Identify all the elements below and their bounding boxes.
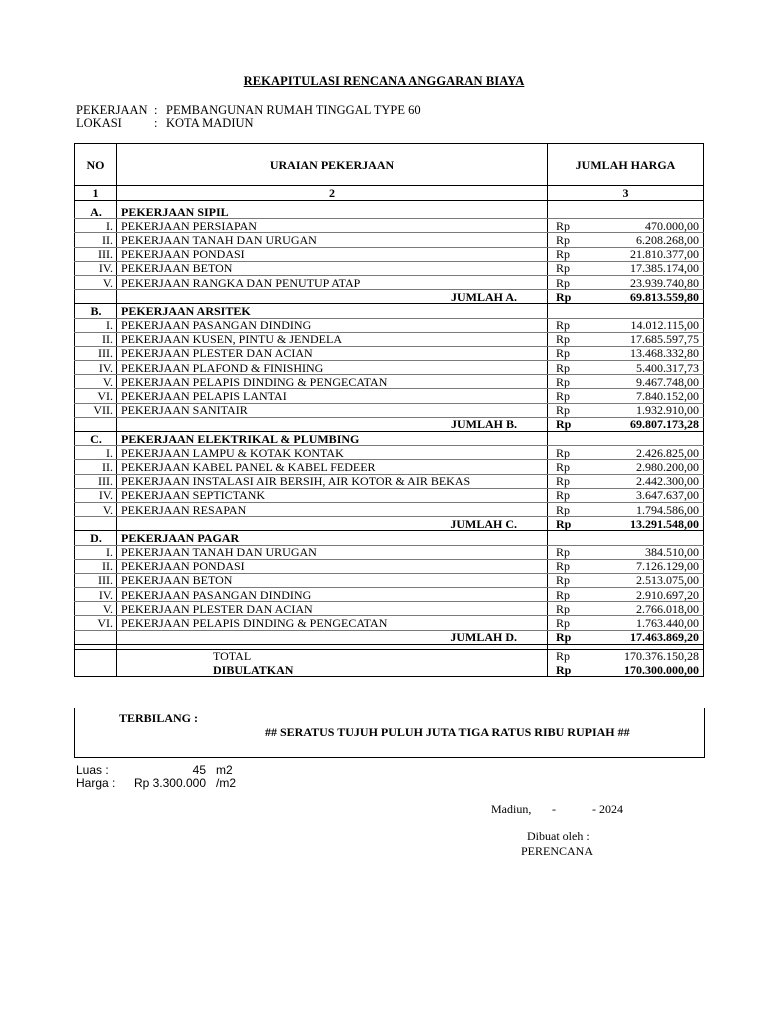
amount-value: 17.385.174,00 <box>630 261 699 276</box>
empty-amount-cell <box>548 304 704 318</box>
subtotal-row <box>75 630 704 644</box>
item-amount <box>548 318 704 332</box>
amount-value: 17.463.869,20 <box>630 630 699 645</box>
item-amount <box>548 460 704 474</box>
item-no: II. <box>75 233 117 247</box>
item-name: PEKERJAAN RANGKA DAN PENUTUP ATAP <box>117 275 548 289</box>
item-amount <box>548 602 704 616</box>
empty-no-cell <box>75 649 117 663</box>
table-row <box>75 361 704 375</box>
amount-value: 2.980.200,00 <box>636 459 699 474</box>
currency-label: Rp <box>556 389 571 404</box>
item-amount <box>548 247 704 261</box>
terbilang-box <box>74 708 705 758</box>
amount-value: 170.376.150,28 <box>624 649 699 663</box>
table-row <box>75 474 704 488</box>
amount-value: 7.840.152,00 <box>636 389 699 404</box>
item-amount <box>548 474 704 488</box>
item-amount <box>548 545 704 559</box>
rounded-total-amount <box>548 663 704 677</box>
item-amount <box>548 275 704 289</box>
terbilang-label: TERBILANG : <box>119 711 199 725</box>
currency-label: Rp <box>556 630 572 645</box>
currency-label: Rp <box>556 318 571 333</box>
section-no: B. <box>75 304 117 318</box>
currency-label: Rp <box>556 346 571 361</box>
currency-label: Rp <box>556 445 571 460</box>
amount-value: 17.685.597,75 <box>630 332 699 347</box>
subtotal-amount <box>548 517 704 531</box>
item-amount <box>548 332 704 346</box>
table-row <box>75 332 704 346</box>
table-row <box>75 559 704 573</box>
item-name: PEKERJAAN LAMPU & KOTAK KONTAK <box>117 446 548 460</box>
currency-label: Rp <box>556 516 572 531</box>
amount-value: 1.932.910,00 <box>636 403 699 418</box>
item-amount <box>548 488 704 502</box>
luas-value: 45 <box>192 763 206 777</box>
table-row <box>75 488 704 502</box>
lokasi-value: KOTA MADIUN <box>166 116 254 130</box>
item-name: PEKERJAAN PASANGAN DINDING <box>117 318 548 332</box>
table-row <box>75 545 704 559</box>
currency-label: Rp <box>556 374 571 389</box>
currency-label: Rp <box>556 275 571 290</box>
subtotal-amount <box>548 417 704 431</box>
section-name: PEKERJAAN PAGAR <box>117 531 548 545</box>
item-no: IV. <box>75 261 117 275</box>
item-amount <box>548 375 704 389</box>
table-row <box>75 573 704 587</box>
section-name: PEKERJAAN ARSITEK <box>117 304 548 318</box>
item-no: I. <box>75 219 117 233</box>
item-no: III. <box>75 346 117 360</box>
item-no: IV. <box>75 588 117 602</box>
column-index-row <box>75 186 704 201</box>
lokasi-label: LOKASI <box>76 116 122 130</box>
amount-value: 23.939.740,80 <box>630 275 699 290</box>
item-no: I. <box>75 545 117 559</box>
currency-label: Rp <box>556 417 572 432</box>
item-name: PEKERJAAN TANAH DAN URUGAN <box>117 545 548 559</box>
date-place: Madiun, <box>491 802 532 816</box>
currency-label: Rp <box>556 587 571 602</box>
subtotal-label: JUMLAH C. <box>117 517 548 531</box>
pekerjaan-value: PEMBANGUNAN RUMAH TINGGAL TYPE 60 <box>166 103 421 117</box>
currency-label: Rp <box>556 573 571 588</box>
item-no: V. <box>75 602 117 616</box>
table-row <box>75 233 704 247</box>
colon: : <box>154 103 158 117</box>
item-name: PEKERJAAN TANAH DAN URUGAN <box>117 233 548 247</box>
amount-value: 13.291.548,00 <box>630 516 699 531</box>
empty-amount-cell <box>548 531 704 545</box>
currency-label: Rp <box>556 601 571 616</box>
document-title: REKAPITULASI RENCANA ANGGARAN BIAYA <box>243 74 525 88</box>
column-index: 3 <box>548 186 704 201</box>
item-amount <box>548 233 704 247</box>
section-name: PEKERJAAN SIPIL <box>117 205 548 219</box>
currency-label: Rp <box>556 488 571 503</box>
section-header-row <box>75 432 704 446</box>
pekerjaan-label: PEKERJAAN <box>76 103 148 117</box>
empty-no-cell <box>75 290 117 304</box>
empty-amount-cell <box>548 432 704 446</box>
subtotal-row <box>75 417 704 431</box>
amount-value: 13.468.332,80 <box>630 346 699 361</box>
item-name: PEKERJAAN SANITAIR <box>117 403 548 417</box>
item-name: PEKERJAAN KUSEN, PINTU & JENDELA <box>117 332 548 346</box>
table-row <box>75 602 704 616</box>
currency-label: Rp <box>556 649 571 663</box>
total-amount <box>548 649 704 663</box>
budget-table <box>74 143 704 677</box>
rounded-total-label: DIBULATKAN <box>117 663 548 677</box>
table-row <box>75 275 704 289</box>
terbilang-text: ## SERATUS TUJUH PULUH JUTA TIGA RATUS RIBU RUPIAH ## <box>265 725 630 739</box>
amount-value: 2.426.825,00 <box>636 445 699 460</box>
currency-label: Rp <box>556 332 571 347</box>
item-no: III. <box>75 474 117 488</box>
item-name: PEKERJAAN BETON <box>117 573 548 587</box>
item-name: PEKERJAAN INSTALASI AIR BERSIH, AIR KOTOR & AIR BEKAS <box>117 474 548 488</box>
header-uraian: URAIAN PEKERJAAN <box>117 144 548 186</box>
date-dash: - <box>552 802 556 816</box>
item-no: V. <box>75 502 117 516</box>
item-no: I. <box>75 446 117 460</box>
made-by-label: Dibuat oleh : <box>527 829 590 843</box>
item-name: PEKERJAAN PONDASI <box>117 559 548 573</box>
subtotal-label: JUMLAH A. <box>117 290 548 304</box>
item-no: I. <box>75 318 117 332</box>
subtotal-amount <box>548 630 704 644</box>
item-no: II. <box>75 559 117 573</box>
currency-label: Rp <box>556 616 571 631</box>
item-no: VII. <box>75 403 117 417</box>
empty-no-cell <box>75 630 117 644</box>
amount-value: 1.763.440,00 <box>636 616 699 631</box>
item-amount <box>548 261 704 275</box>
luas-label: Luas : <box>76 763 109 777</box>
item-amount <box>548 403 704 417</box>
item-no: VI. <box>75 616 117 630</box>
colon: : <box>154 116 158 130</box>
item-amount <box>548 389 704 403</box>
column-index: 2 <box>117 186 548 201</box>
item-amount <box>548 573 704 587</box>
item-name: PEKERJAAN PLESTER DAN ACIAN <box>117 346 548 360</box>
item-name: PEKERJAAN PERSIAPAN <box>117 219 548 233</box>
table-row <box>75 219 704 233</box>
signer-role: PERENCANA <box>521 844 594 858</box>
currency-label: Rp <box>556 545 571 560</box>
currency-label: Rp <box>556 289 572 304</box>
item-amount <box>548 502 704 516</box>
currency-label: Rp <box>556 663 572 677</box>
empty-amount-cell <box>548 205 704 219</box>
harga-unit: /m2 <box>216 776 237 790</box>
item-amount <box>548 446 704 460</box>
luas-row <box>76 763 233 777</box>
currency-label: Rp <box>556 474 571 489</box>
subtotal-row <box>75 517 704 531</box>
column-index: 1 <box>75 186 117 201</box>
header-jumlah: JUMLAH HARGA <box>548 144 704 186</box>
item-amount <box>548 559 704 573</box>
empty-no-cell <box>75 663 117 677</box>
currency-label: Rp <box>556 502 571 517</box>
harga-row <box>76 776 236 790</box>
amount-value: 69.807.173,28 <box>630 417 699 432</box>
item-amount <box>548 616 704 630</box>
section-no: A. <box>75 205 117 219</box>
item-no: VI. <box>75 389 117 403</box>
item-name: PEKERJAAN PLAFOND & FINISHING <box>117 361 548 375</box>
section-no: C. <box>75 432 117 446</box>
amount-value: 2.513.075,00 <box>636 573 699 588</box>
total-row <box>75 649 704 663</box>
amount-value: 170.300.000,00 <box>624 663 699 677</box>
subtotal-label: JUMLAH B. <box>117 417 548 431</box>
currency-label: Rp <box>556 247 571 262</box>
table-row <box>75 460 704 474</box>
amount-value: 2.766.018,00 <box>636 601 699 616</box>
item-amount <box>548 588 704 602</box>
amount-value: 14.012.115,00 <box>630 318 699 333</box>
subtotal-label: JUMLAH D. <box>117 630 548 644</box>
item-no: III. <box>75 573 117 587</box>
table-header <box>75 144 704 186</box>
harga-label: Harga : <box>76 776 116 790</box>
amount-value: 69.813.559,80 <box>630 289 699 304</box>
currency-label: Rp <box>556 459 571 474</box>
item-no: II. <box>75 332 117 346</box>
item-no: II. <box>75 460 117 474</box>
currency-label: Rp <box>556 403 571 418</box>
table-row <box>75 616 704 630</box>
item-name: PEKERJAAN RESAPAN <box>117 502 548 516</box>
currency-label: Rp <box>556 360 571 375</box>
empty-no-cell <box>75 417 117 431</box>
section-header-row <box>75 531 704 545</box>
table-row <box>75 588 704 602</box>
item-name: PEKERJAAN PONDASI <box>117 247 548 261</box>
section-no: D. <box>75 531 117 545</box>
header-no: NO <box>75 144 117 186</box>
table-row <box>75 403 704 417</box>
subtotal-row <box>75 290 704 304</box>
table-row <box>75 318 704 332</box>
item-name: PEKERJAAN PELAPIS LANTAI <box>117 389 548 403</box>
item-name: PEKERJAAN PLESTER DAN ACIAN <box>117 602 548 616</box>
item-name: PEKERJAAN PELAPIS DINDING & PENGECATAN <box>117 375 548 389</box>
table-row <box>75 346 704 360</box>
table-row <box>75 446 704 460</box>
item-no: V. <box>75 275 117 289</box>
currency-label: Rp <box>556 559 571 574</box>
amount-value: 5.400.317,73 <box>636 360 699 375</box>
amount-value: 6.208.268,00 <box>636 232 699 247</box>
amount-value: 3.647.637,00 <box>636 488 699 503</box>
currency-label: Rp <box>556 261 571 276</box>
harga-value: Rp 3.300.000 <box>133 776 206 790</box>
item-name: PEKERJAAN KABEL PANEL & KABEL FEDEER <box>117 460 548 474</box>
rounded-total-row <box>75 663 704 677</box>
subtotal-amount <box>548 290 704 304</box>
currency-label: Rp <box>556 232 571 247</box>
amount-value: 470.000,00 <box>645 218 699 233</box>
amount-value: 1.794.586,00 <box>636 502 699 517</box>
currency-label: Rp <box>556 218 571 233</box>
total-label: TOTAL <box>117 649 548 663</box>
luas-unit: m2 <box>216 763 233 777</box>
section-header-row <box>75 304 704 318</box>
item-name: PEKERJAAN PASANGAN DINDING <box>117 588 548 602</box>
amount-value: 7.126.129,00 <box>636 559 699 574</box>
item-name: PEKERJAAN BETON <box>117 261 548 275</box>
location-info-row <box>76 116 254 131</box>
amount-value: 9.467.748,00 <box>636 374 699 389</box>
item-no: III. <box>75 247 117 261</box>
amount-value: 21.810.377,00 <box>630 247 699 262</box>
table-row <box>75 389 704 403</box>
item-name: PEKERJAAN PELAPIS DINDING & PENGECATAN <box>117 616 548 630</box>
item-no: V. <box>75 375 117 389</box>
amount-value: 2.910.697,20 <box>636 587 699 602</box>
date-year: - 2024 <box>592 802 623 816</box>
table-row <box>75 502 704 516</box>
item-no: IV. <box>75 488 117 502</box>
section-header-row <box>75 205 704 219</box>
table-row <box>75 375 704 389</box>
item-amount <box>548 219 704 233</box>
table-row <box>75 261 704 275</box>
section-name: PEKERJAAN ELEKTRIKAL & PLUMBING <box>117 432 548 446</box>
item-no: IV. <box>75 361 117 375</box>
item-name: PEKERJAAN SEPTICTANK <box>117 488 548 502</box>
amount-value: 2.442.300,00 <box>636 474 699 489</box>
amount-value: 384.510,00 <box>645 545 699 560</box>
item-amount <box>548 346 704 360</box>
table-row <box>75 247 704 261</box>
empty-no-cell <box>75 517 117 531</box>
item-amount <box>548 361 704 375</box>
